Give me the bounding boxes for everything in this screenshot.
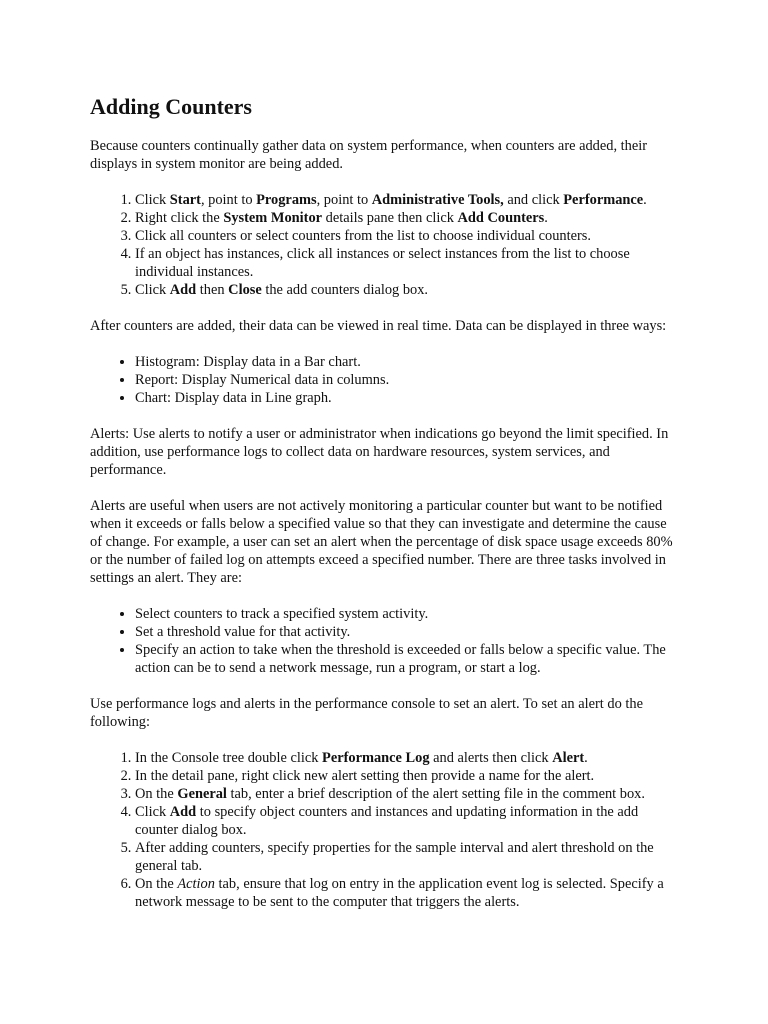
list-item [135, 281, 680, 299]
bold-text: Add [169, 282, 197, 298]
bold-text: Start [169, 192, 201, 208]
text-run: Click [135, 804, 170, 820]
intro-paragraph: Because counters continually gather data on system performance, when counters are added, their displays in system monitor are being added. [90, 138, 648, 172]
use-logs-paragraph: Use performance logs and alerts in the performance console to set an alert. To set an alert do the following: [90, 696, 643, 730]
bold-text: Add Counters [457, 210, 545, 226]
document-page [90, 93, 680, 929]
text-run: details pane then click [322, 210, 458, 226]
text-run: to specify object counters and instances and updating information in the add counter dialog box. [135, 804, 639, 838]
text-run: tab, enter a brief description of the alert setting file in the comment box. [226, 786, 645, 802]
text-run: After adding counters, specify properties for the sample interval and alert threshold on the general tab. [135, 840, 654, 874]
alert-tasks-list [90, 605, 680, 677]
page-title: Adding Counters [90, 94, 252, 119]
list-item [135, 803, 680, 839]
text-run: . [584, 750, 588, 766]
bold-text: Administrative Tools, [371, 192, 504, 208]
text-run: Click [135, 282, 170, 298]
text-run: the add counters dialog box. [261, 282, 429, 298]
list-item: • Set a threshold value for that activity. [135, 623, 680, 641]
text-run: then [196, 282, 229, 298]
list-item: • Chart: Display data in Line graph. [135, 389, 680, 407]
text-run: On the [135, 876, 178, 892]
text-run: . [643, 192, 647, 208]
text-run: , point to [200, 192, 257, 208]
text-run: Right click the [135, 210, 224, 226]
list-item: • Select counters to track a specified system activity. [135, 605, 680, 623]
bold-text: Add [169, 804, 197, 820]
bold-text: Close [228, 282, 262, 298]
list-item: • Histogram: Display data in a Bar chart. [135, 353, 680, 371]
text-run: On the [135, 786, 178, 802]
list-item [135, 209, 680, 227]
bold-text: Alert [552, 750, 585, 766]
text-run: If an object has instances, click all instances or select instances from the list to choose individual instances. [135, 246, 630, 280]
text-run: and alerts then click [429, 750, 553, 766]
text-run: In the Console tree double click [135, 750, 323, 766]
bold-text: Performance [563, 192, 644, 208]
set-alert-steps [90, 749, 680, 911]
after-counters-paragraph: After counters are added, their data can be viewed in real time. Data can be displayed in three ways: [90, 318, 667, 334]
alerts-useful-paragraph: Alerts are useful when users are not actively monitoring a particular counter but want to be notified when it exceeds or falls below a specified value so that they can investigate and determine the cause of change. For example, a user can set an alert when the percentage of disk space usage exceeds 80% or the number of failed log on attempts exceed a specified number. There are three tasks involved in settings an alert. They are: [90, 498, 673, 586]
text-run: tab, ensure that log on entry in the application event log is selected. Specify a network message to be sent to the computer that triggers the alerts. [135, 876, 664, 910]
text-run: . [544, 210, 548, 226]
text-run: and click [503, 192, 564, 208]
italic-text: Action [177, 876, 215, 892]
display-ways-list [90, 353, 680, 407]
text-run: In the detail pane, right click new alert setting then provide a name for the alert. [135, 768, 595, 784]
text-run: Click all counters or select counters from the list to choose individual counters. [135, 228, 591, 244]
add-counters-steps [90, 191, 680, 299]
list-item [135, 839, 680, 875]
list-item: • Report: Display Numerical data in columns. [135, 371, 680, 389]
list-item [135, 245, 680, 281]
alerts-paragraph: Alerts: Use alerts to notify a user or administrator when indications go beyond the limit specified. In addition, use performance logs to collect data on hardware resources, system services, and performance. [90, 426, 669, 478]
bold-text: General [177, 786, 227, 802]
list-item [135, 767, 680, 785]
list-item: • Specify an action to take when the threshold is exceeded or falls below a specific value. The action can be to send a network message, run a program, or start a log. [135, 641, 680, 677]
list-item [135, 749, 680, 767]
list-item [135, 227, 680, 245]
bold-text: System Monitor [223, 210, 323, 226]
text-run: , point to [316, 192, 372, 208]
list-item [135, 875, 680, 911]
text-run: Click [135, 192, 170, 208]
bold-text: Performance Log [322, 750, 430, 766]
bold-text: Programs [256, 192, 317, 208]
list-item [135, 785, 680, 803]
list-item [135, 191, 680, 209]
